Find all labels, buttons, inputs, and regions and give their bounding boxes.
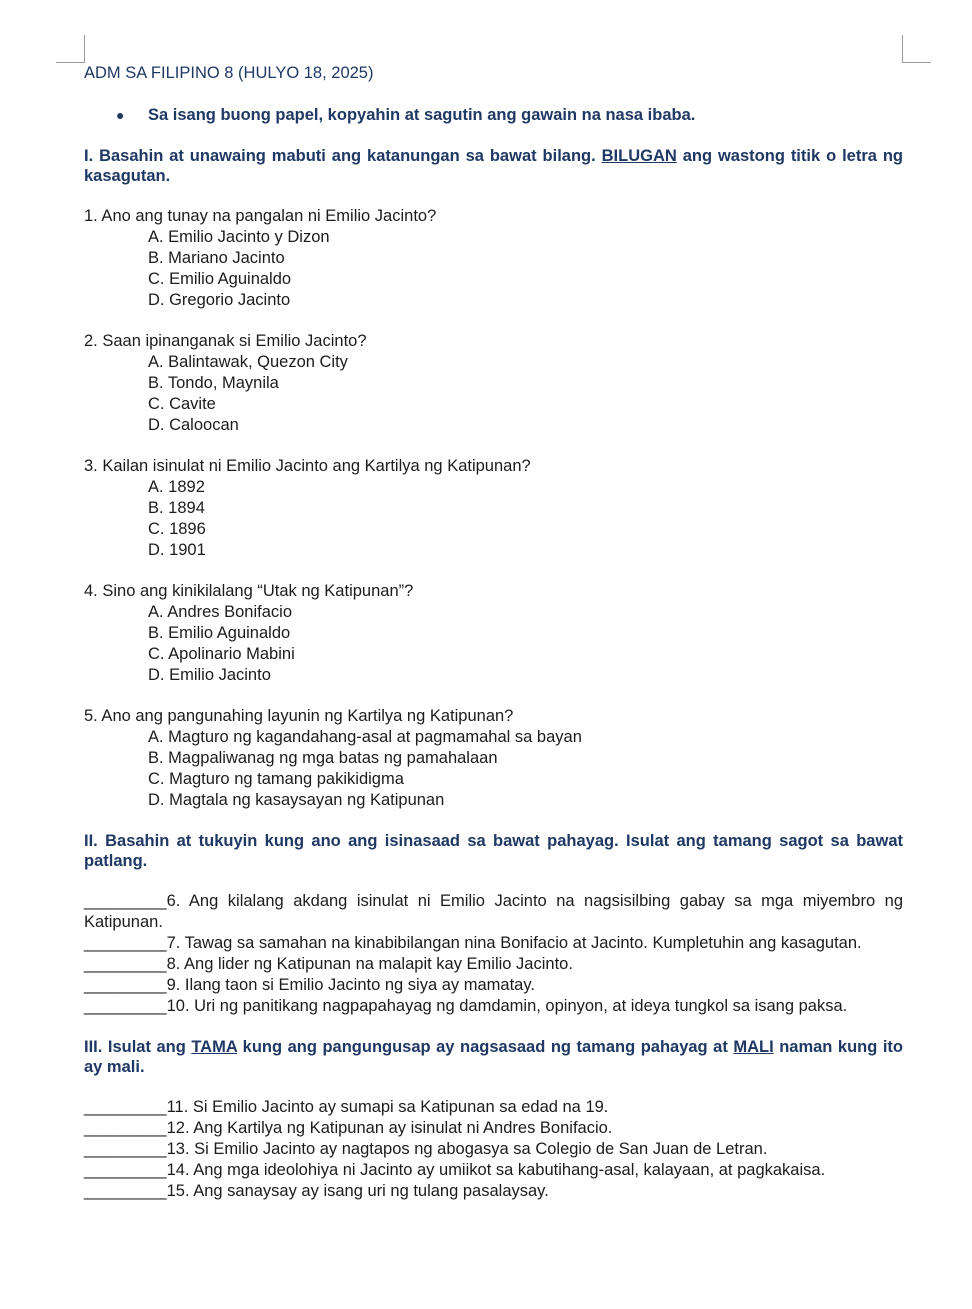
fill-item-8: _________8. Ang lider ng Katipunan na malapit kay Emilio Jacinto. <box>84 955 573 973</box>
option-a: A. Balintawak, Quezon City <box>148 353 348 371</box>
question-text: 2. Saan ipinanganak si Emilio Jacinto? <box>84 332 367 350</box>
option-d: D. Emilio Jacinto <box>148 666 271 684</box>
fill-item-7: _________7. Tawag sa samahan na kinabibilangan nina Bonifacio at Jacinto. Kumpletuhin ang kasagutan. <box>84 934 862 952</box>
option-c: C. Cavite <box>148 395 216 413</box>
option-c: C. Magturo ng tamang pakikidigma <box>148 770 404 788</box>
option-d: D. Magtala ng kasaysayan ng Katipunan <box>148 791 445 809</box>
option-a: A. Magturo ng kagandahang-asal at pagmamahal sa bayan <box>148 728 582 746</box>
part3-items <box>84 1097 903 1202</box>
tf-item-13: _________13. Si Emilio Jacinto ay nagtapos ng abogasya sa Colegio de San Juan de Letran. <box>84 1140 768 1158</box>
option-a: A. Emilio Jacinto y Dizon <box>148 228 330 246</box>
part1-heading-key: BILUGAN <box>601 147 677 165</box>
option-c: C. Apolinario Mabini <box>148 645 295 663</box>
tf-item-11: _________11. Si Emilio Jacinto ay sumapi sa Katipunan sa edad na 19. <box>84 1098 609 1116</box>
option-d: D. 1901 <box>148 541 206 559</box>
part2-heading: II. Basahin at tukuyin kung ano ang isinasaad sa bawat pahayag. Isulat ang tamang sagot sa bawat patlang. <box>84 832 903 870</box>
option-b: B. Tondo, Maynila <box>148 374 279 392</box>
part3-heading-post: naman kung ito ay mali. <box>84 1038 903 1076</box>
bullet-icon: ● <box>116 107 125 123</box>
tf-item-12: _________12. Ang Kartilya ng Katipunan ay isinulat ni Andres Bonifacio. <box>84 1119 613 1137</box>
document-page <box>84 62 903 1202</box>
document-title: ADM SA FILIPINO 8 (HULYO 18, 2025) <box>84 64 374 82</box>
part3-heading-tama: TAMA <box>191 1038 238 1056</box>
question-5 <box>84 706 903 811</box>
question-text: 4. Sino ang kinikilalang “Utak ng Katipunan”? <box>84 582 414 600</box>
option-d: D. Caloocan <box>148 416 239 434</box>
option-a: A. Andres Bonifacio <box>148 603 293 621</box>
option-b: B. Magpaliwanag ng mga batas ng pamahalaan <box>148 749 498 767</box>
option-b: B. Mariano Jacinto <box>148 249 285 267</box>
fill-item-10: _________10. Uri ng panitikang nagpapahayag ng damdamin, opinyon, at ideya tungkol sa isang paksa. <box>84 997 848 1015</box>
question-4 <box>84 581 903 686</box>
fill-item-9: _________9. Ilang taon si Emilio Jacinto ng siya ay mamatay. <box>84 976 535 994</box>
fill-item-6: _________6. Ang kilalang akdang isinulat ni Emilio Jacinto na nagsisilbing gabay sa mga miyembro ng Katipunan. <box>84 892 903 931</box>
part3-heading-pre: III. Isulat ang <box>84 1038 192 1056</box>
question-text: 5. Ano ang pangunahing layunin ng Kartilya ng Katipunan? <box>84 707 514 725</box>
crop-mark-top-left <box>56 35 85 63</box>
tf-item-14: _________14. Ang mga ideolohiya ni Jacinto ay umiikot sa kabutihang-asal, kalayaan, at pagkakaisa. <box>84 1161 826 1179</box>
option-b: B. 1894 <box>148 499 205 517</box>
option-b: B. Emilio Aguinaldo <box>148 624 291 642</box>
tf-item-15: _________15. Ang sanaysay ay isang uri ng tulang pasalaysay. <box>84 1182 549 1200</box>
option-d: D. Gregorio Jacinto <box>148 291 291 309</box>
instruction-bullet <box>84 104 903 126</box>
part3-heading-mid: kung ang pangungusap ay nagsasaad ng tamang pahayag at <box>237 1038 734 1056</box>
option-a: A. 1892 <box>148 478 205 496</box>
question-1 <box>84 206 903 311</box>
part2-items <box>84 891 903 1017</box>
question-text: 3. Kailan isinulat ni Emilio Jacinto ang Kartilya ng Katipunan? <box>84 457 531 475</box>
part1-heading <box>84 146 903 186</box>
crop-mark-top-right <box>902 35 931 63</box>
question-2 <box>84 331 903 436</box>
option-c: C. 1896 <box>148 520 206 538</box>
instruction-text: Sa isang buong papel, kopyahin at sagutin ang gawain na nasa ibaba. <box>148 106 696 124</box>
question-text: 1. Ano ang tunay na pangalan ni Emilio Jacinto? <box>84 207 437 225</box>
part1-heading-pre: I. Basahin at unawaing mabuti ang katanungan sa bawat bilang. <box>84 147 602 165</box>
question-3 <box>84 456 903 561</box>
part3-heading-mali: MALI <box>733 1038 774 1056</box>
part1-heading-post: ang wastong titik o letra ng kasagutan. <box>84 147 904 185</box>
part3-heading <box>84 1037 903 1077</box>
option-c: C. Emilio Aguinaldo <box>148 270 292 288</box>
